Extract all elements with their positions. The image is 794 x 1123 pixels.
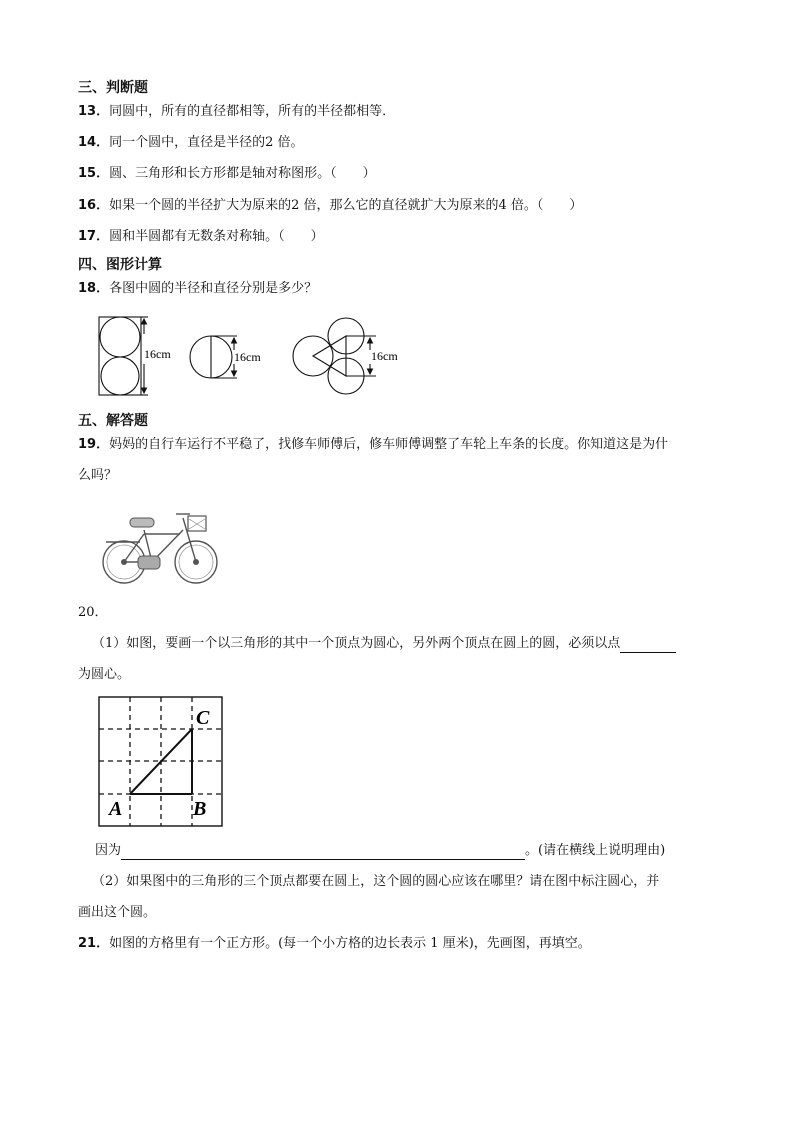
question-20-part1-line2: 为圆心。 xyxy=(78,667,131,682)
figure3-length-label: 16cm xyxy=(371,349,398,363)
question-19-line2: 么吗？ xyxy=(78,468,118,483)
figure-circle-with-diameter xyxy=(190,336,237,378)
bicycle-illustration xyxy=(100,500,228,588)
question-text: 同圆中，所有的直径都相等，所有的半径都相等． xyxy=(109,104,396,119)
figure-two-circles-in-rectangle xyxy=(99,317,148,395)
question-number: 21． xyxy=(78,936,110,951)
question-16 xyxy=(78,197,582,215)
question-20-number: 20． xyxy=(78,605,108,620)
vertex-label-c: C xyxy=(196,707,210,729)
question-20-part1-line1 xyxy=(92,635,676,653)
question-13 xyxy=(78,103,395,121)
vertex-label-b: B xyxy=(193,798,207,820)
question-number: 16． xyxy=(78,198,110,213)
question-text: 同一个圆中，直径是半径的2 倍。 xyxy=(109,135,304,150)
vertex-label-a: A xyxy=(109,798,123,820)
q18-figures xyxy=(92,312,422,398)
question-20-part2-line2: 画出这个圆。 xyxy=(78,905,157,920)
figure2-length-label: 16cm xyxy=(234,350,261,364)
question-18 xyxy=(78,280,317,298)
question-text: 如图的方格里有一个正方形。(每一个小方格的边长表示 1 厘米)，先画图，再填空。 xyxy=(109,936,591,951)
question-number: 13． xyxy=(78,104,110,119)
question-20-because-line xyxy=(95,842,665,860)
question-text: 妈妈的自行车运行不平稳了，找修车师傅后，修车师傅调整了车轮上车条的长度。你知道这是为什 xyxy=(109,437,669,452)
section-title-answer: 五、解答题 xyxy=(78,413,148,429)
question-text: 圆、三角形和长方形都是轴对称图形。（ ） xyxy=(109,166,376,181)
answer-blank-point[interactable] xyxy=(620,638,676,653)
section-title-calculation: 四、图形计算 xyxy=(78,257,162,273)
question-text: 各图中圆的半径和直径分别是多少？ xyxy=(109,281,318,296)
because-note: 。(请在横线上说明理由) xyxy=(525,843,666,858)
question-number: 17． xyxy=(78,229,110,244)
section-title-judgement: 三、判断题 xyxy=(78,80,148,96)
question-15 xyxy=(78,165,376,183)
question-number: 18． xyxy=(78,281,110,296)
question-19-line1 xyxy=(78,436,668,454)
question-text: 如果一个圆的半径扩大为原来的2 倍，那么它的直径就扩大为原来的4 倍。（ ） xyxy=(109,198,583,213)
triangle-grid-figure xyxy=(96,694,226,830)
question-number: 19． xyxy=(78,437,110,452)
figure1-length-label: 16cm xyxy=(144,347,171,361)
question-number: 15． xyxy=(78,166,110,181)
question-14 xyxy=(78,134,304,152)
because-label: 因为 xyxy=(95,843,122,858)
part1-text: （1）如图，要画一个以三角形的其中一个顶点为圆心，另外两个顶点在圆上的圆，必须以点 xyxy=(92,636,621,651)
question-17 xyxy=(78,228,324,246)
question-number: 14． xyxy=(78,135,110,150)
question-text: 圆和半圆都有无数条对称轴。（ ） xyxy=(109,229,324,244)
question-20-part2-line1: （2）如果图中的三角形的三个顶点都要在圆上，这个圆的圆心应该在哪里？请在图中标注圆心，并 xyxy=(92,874,660,889)
answer-blank-reason[interactable] xyxy=(121,845,525,860)
figure-three-circles-triangle xyxy=(293,318,376,394)
question-21 xyxy=(78,935,591,953)
